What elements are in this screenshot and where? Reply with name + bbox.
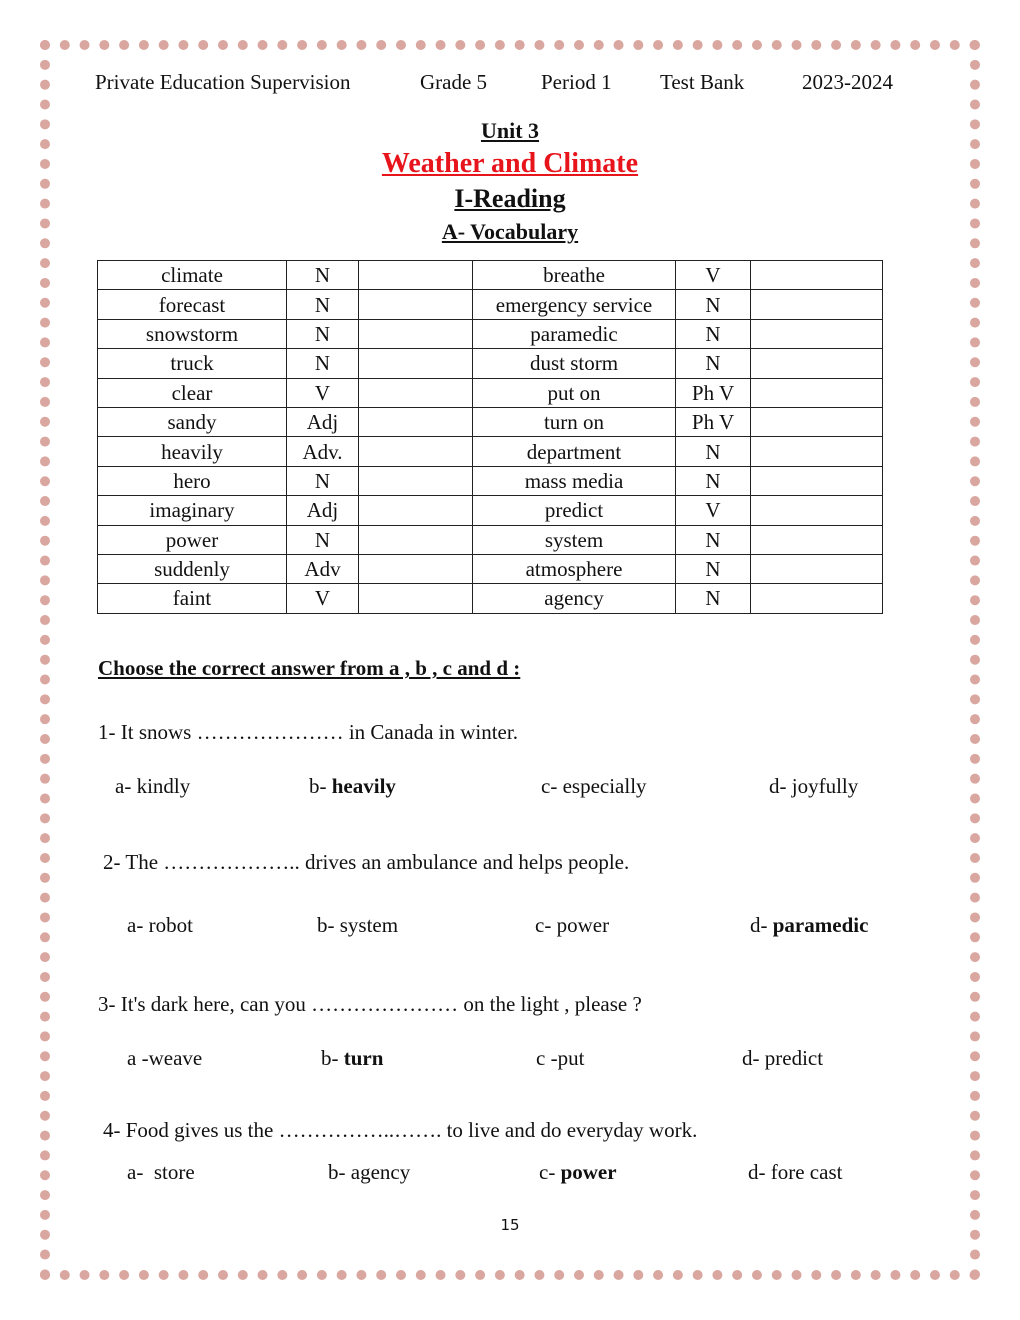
pos-cell: Ph V [676, 378, 751, 407]
header-bank: Test Bank [660, 70, 745, 94]
blank-cell [751, 554, 883, 583]
table-row [98, 525, 883, 554]
header-year: 2023-2024 [802, 70, 893, 94]
word-cell: system [473, 525, 676, 554]
word-cell: emergency service [473, 290, 676, 319]
table-row [98, 349, 883, 378]
pos-cell: N [287, 290, 359, 319]
option-2b: b- system [317, 913, 399, 937]
blank-cell [751, 261, 883, 290]
pos-cell: N [676, 466, 751, 495]
table-row [98, 437, 883, 466]
blank-cell [751, 525, 883, 554]
word-cell: snowstorm [98, 319, 287, 348]
pos-cell: Adj [287, 496, 359, 525]
word-cell: atmosphere [473, 554, 676, 583]
table-row [98, 466, 883, 495]
option-2d: d- paramedic [750, 913, 869, 937]
blank-cell [359, 554, 473, 583]
word-cell: clear [98, 378, 287, 407]
option-2c: c- power [535, 913, 610, 937]
blank-cell [359, 290, 473, 319]
word-cell: hero [98, 466, 287, 495]
blank-cell [359, 466, 473, 495]
pos-cell: V [676, 261, 751, 290]
blank-cell [359, 496, 473, 525]
table-row [98, 584, 883, 613]
pos-cell: N [676, 554, 751, 583]
pos-cell: V [287, 584, 359, 613]
blank-cell [359, 584, 473, 613]
word-cell: climate [98, 261, 287, 290]
blank-cell [751, 349, 883, 378]
table-row [98, 496, 883, 525]
blank-cell [751, 466, 883, 495]
pos-cell: N [676, 437, 751, 466]
pos-cell: N [676, 584, 751, 613]
pos-cell: N [676, 319, 751, 348]
page-number: 15 [500, 1216, 520, 1234]
blank-cell [359, 407, 473, 436]
question-1: 1- It snows ………………… in Canada in winter. [98, 720, 518, 744]
word-cell: truck [98, 349, 287, 378]
word-cell: put on [473, 378, 676, 407]
pos-cell: N [287, 466, 359, 495]
word-cell: mass media [473, 466, 676, 495]
table-row [98, 554, 883, 583]
option-1a: a- kindly [115, 774, 191, 798]
option-1c: c- especially [541, 774, 647, 798]
section-heading: I-Reading [454, 184, 566, 213]
word-cell: power [98, 525, 287, 554]
blank-cell [751, 319, 883, 348]
word-cell: department [473, 437, 676, 466]
instruction: Choose the correct answer from a , b , c and d : [98, 656, 521, 680]
question-2: 2- The ……………….. drives an ambulance and helps people. [103, 850, 630, 874]
pos-cell: N [287, 261, 359, 290]
blank-cell [751, 496, 883, 525]
word-cell: imaginary [98, 496, 287, 525]
pos-cell: N [287, 319, 359, 348]
blank-cell [359, 261, 473, 290]
option-4b: b- agency [328, 1160, 411, 1184]
blank-cell [359, 378, 473, 407]
pos-cell: V [287, 378, 359, 407]
word-cell: faint [98, 584, 287, 613]
blank-cell [359, 319, 473, 348]
table-row [98, 378, 883, 407]
pos-cell: V [676, 496, 751, 525]
table-row [98, 261, 883, 290]
header-org: Private Education Supervision [95, 70, 351, 94]
pos-cell: Adj [287, 407, 359, 436]
blank-cell [751, 584, 883, 613]
option-1b: b- heavily [309, 774, 396, 798]
word-cell: breathe [473, 261, 676, 290]
blank-cell [359, 437, 473, 466]
word-cell: forecast [98, 290, 287, 319]
word-cell: dust storm [473, 349, 676, 378]
blank-cell [359, 349, 473, 378]
pos-cell: Ph V [676, 407, 751, 436]
vocabulary-table [97, 260, 883, 614]
option-4d: d- fore cast [748, 1160, 843, 1184]
option-4a: a- store [127, 1160, 195, 1184]
subsection-heading: A- Vocabulary [441, 219, 579, 244]
option-3d: d- predict [742, 1046, 824, 1070]
table-row [98, 319, 883, 348]
question-4: 4- Food gives us the ……………..……. to live and do everyday work. [103, 1118, 698, 1142]
header-period: Period 1 [541, 70, 612, 94]
word-cell: sandy [98, 407, 287, 436]
pos-cell: Adv. [287, 437, 359, 466]
option-4c: c- power [539, 1160, 617, 1184]
blank-cell [751, 290, 883, 319]
unit-heading: Unit 3 [480, 118, 540, 143]
word-cell: paramedic [473, 319, 676, 348]
pos-cell: N [287, 349, 359, 378]
header-grade: Grade 5 [420, 70, 488, 94]
blank-cell [359, 525, 473, 554]
pos-cell: N [676, 349, 751, 378]
option-3a: a -weave [127, 1046, 203, 1070]
table-row [98, 290, 883, 319]
word-cell: suddenly [98, 554, 287, 583]
option-3c: c -put [536, 1046, 585, 1070]
pos-cell: N [676, 525, 751, 554]
option-2a: a- robot [127, 913, 193, 937]
blank-cell [751, 378, 883, 407]
pos-cell: N [287, 525, 359, 554]
pos-cell: Adv [287, 554, 359, 583]
pos-cell: N [676, 290, 751, 319]
blank-cell [751, 437, 883, 466]
page-title: Weather and Climate [381, 148, 639, 179]
table-row [98, 407, 883, 436]
option-3b: b- turn [321, 1046, 384, 1070]
word-cell: agency [473, 584, 676, 613]
word-cell: turn on [473, 407, 676, 436]
question-3: 3- It's dark here, can you ………………… on the light , please ? [98, 992, 642, 1016]
blank-cell [751, 407, 883, 436]
option-1d: d- joyfully [769, 774, 859, 798]
word-cell: heavily [98, 437, 287, 466]
word-cell: predict [473, 496, 676, 525]
